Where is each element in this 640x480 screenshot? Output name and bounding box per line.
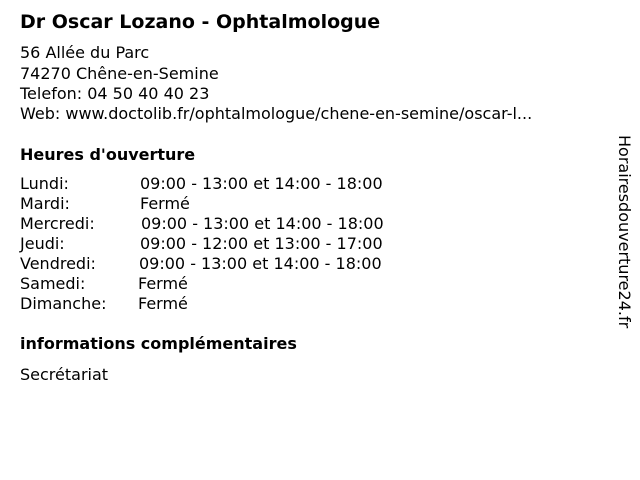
day-label: Samedi: bbox=[20, 274, 86, 293]
additional-info-text: Secrétariat bbox=[20, 365, 109, 384]
day-label: Jeudi: bbox=[20, 234, 65, 253]
day-label: Dimanche: bbox=[20, 294, 107, 313]
site-watermark: Horairesdouverture24.fr bbox=[615, 135, 634, 329]
website-link[interactable]: Web: www.doctolib.fr/ophtalmologue/chene-en-semine/oscar-l... bbox=[20, 104, 533, 123]
additional-info-heading: informations complémentaires bbox=[20, 334, 297, 353]
hours-value: Fermé bbox=[138, 274, 188, 293]
day-label: Mercredi: bbox=[20, 214, 95, 233]
day-label: Vendredi: bbox=[20, 254, 96, 273]
hours-value: Fermé bbox=[140, 194, 190, 213]
day-label: Lundi: bbox=[20, 174, 69, 193]
page-title: Dr Oscar Lozano - Ophtalmologue bbox=[20, 11, 381, 33]
hours-value: 09:00 - 13:00 et 14:00 - 18:00 bbox=[139, 254, 382, 273]
address-street: 56 Allée du Parc bbox=[20, 43, 150, 62]
hours-value: 09:00 - 13:00 et 14:00 - 18:00 bbox=[140, 174, 383, 193]
opening-hours-heading: Heures d'ouverture bbox=[20, 145, 196, 164]
hours-value: 09:00 - 12:00 et 13:00 - 17:00 bbox=[140, 234, 383, 253]
day-label: Mardi: bbox=[20, 194, 70, 213]
hours-value: 09:00 - 13:00 et 14:00 - 18:00 bbox=[141, 214, 384, 233]
address-city: 74270 Chêne-en-Semine bbox=[20, 64, 219, 83]
phone-number: Telefon: 04 50 40 40 23 bbox=[20, 84, 210, 103]
hours-value: Fermé bbox=[138, 294, 188, 313]
